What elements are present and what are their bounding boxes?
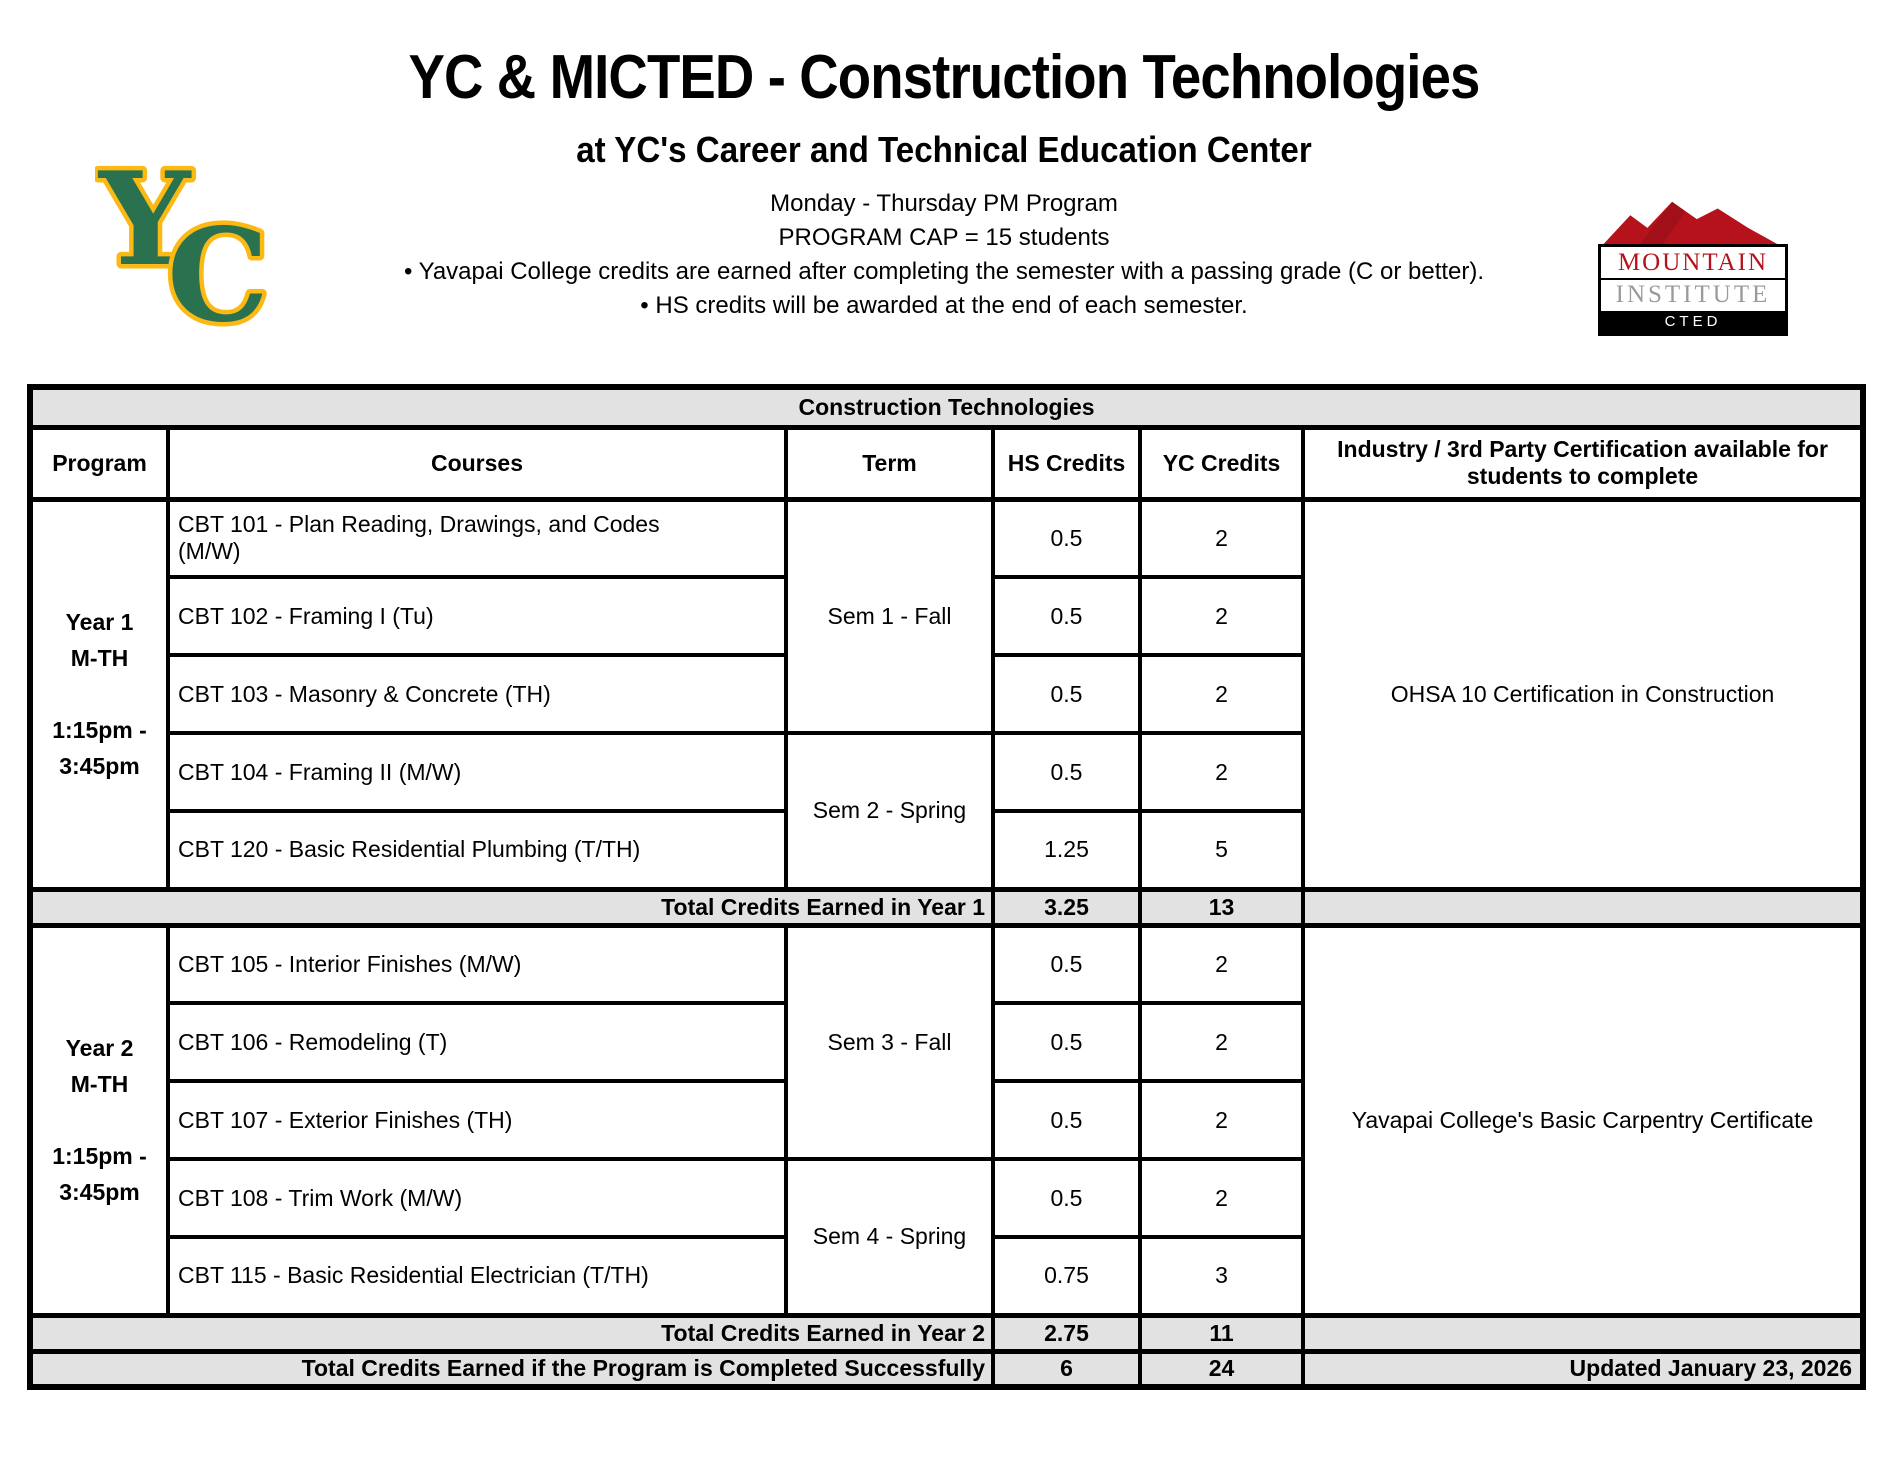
course-cell: CBT 105 - Interior Finishes (M/W) — [168, 925, 786, 1003]
program-cap-line: PROGRAM CAP = 15 students — [778, 224, 1110, 251]
yc-logo-letter-c: C — [167, 201, 269, 328]
mountain-institute-name-bottom: INSTITUTE — [1615, 281, 1771, 308]
mountain-icon — [1598, 196, 1788, 250]
updated-date: Updated January 23, 2026 — [1303, 1351, 1863, 1387]
yc-credits-cell: 2 — [1140, 1003, 1303, 1081]
yc-credits-cell: 2 — [1140, 925, 1303, 1003]
year2-time-end: 3:45pm — [59, 1179, 140, 1205]
course-cell: CBT 106 - Remodeling (T) — [168, 1003, 786, 1081]
course-cell: CBT 120 - Basic Residential Plumbing (T/TH) — [168, 811, 786, 889]
year1-total-spacer-cell — [1303, 889, 1863, 925]
page-subtitle: at YC's Career and Technical Education Center — [576, 129, 1312, 170]
year2-time-start: 1:15pm - — [52, 1143, 147, 1169]
yc-credits-cell: 2 — [1140, 1081, 1303, 1159]
yc-credits-cell: 3 — [1140, 1237, 1303, 1315]
course-cell: CBT 103 - Masonry & Concrete (TH) — [168, 655, 786, 733]
year2-total-spacer-cell — [1303, 1315, 1863, 1351]
year2-total-hs-credits: 2.75 — [993, 1315, 1140, 1351]
year2-total-label: Total Credits Earned in Year 2 — [30, 1315, 993, 1351]
hs-credits-cell: 0.5 — [993, 1003, 1140, 1081]
column-header-certification: Industry / 3rd Party Certification available for students to complete — [1303, 427, 1863, 499]
schedule-line: Monday - Thursday PM Program — [770, 190, 1118, 217]
term-cell: Sem 3 - Fall — [786, 925, 993, 1159]
yc-credits-cell: 5 — [1140, 811, 1303, 889]
course-cell: CBT 108 - Trim Work (M/W) — [168, 1159, 786, 1237]
hs-credits-cell: 1.25 — [993, 811, 1140, 889]
yc-credits-cell: 2 — [1140, 577, 1303, 655]
yc-credits-cell: 2 — [1140, 499, 1303, 577]
course-cell: CBT 104 - Framing II (M/W) — [168, 733, 786, 811]
year1-program-cell — [30, 499, 168, 889]
yc-credits-cell: 2 — [1140, 655, 1303, 733]
grand-total-hs-credits: 6 — [993, 1351, 1140, 1387]
column-header-hs-credits: HS Credits — [993, 427, 1140, 499]
hs-credits-cell: 0.75 — [993, 1237, 1140, 1315]
year1-time-end: 3:45pm — [59, 753, 140, 779]
hs-credits-cell: 0.5 — [993, 577, 1140, 655]
hs-credits-cell: 0.5 — [993, 1081, 1140, 1159]
construction-technologies-table — [27, 384, 1866, 1390]
mountain-institute-cted-bar: CTED — [1601, 311, 1785, 333]
mountain-institute-cted-logo — [1598, 196, 1788, 336]
table-title: Construction Technologies — [30, 387, 1863, 427]
term-cell: Sem 4 - Spring — [786, 1159, 993, 1315]
yc-college-logo-icon — [95, 158, 295, 328]
grand-total-label: Total Credits Earned if the Program is Completed Successfully — [30, 1351, 993, 1387]
yc-logo-letter-y: Y — [99, 158, 191, 295]
course-cell: CBT 115 - Basic Residential Electrician (T/TH) — [168, 1237, 786, 1315]
course-cell: CBT 107 - Exterior Finishes (TH) — [168, 1081, 786, 1159]
yc-credits-cell: 2 — [1140, 1159, 1303, 1237]
college-credit-note: • Yavapai College credits are earned after completing the semester with a passing grade (C or better). — [403, 258, 1485, 285]
hs-credits-cell: 0.5 — [993, 733, 1140, 811]
year1-time-start: 1:15pm - — [52, 717, 147, 743]
year1-certification-cell: OHSA 10 Certification in Construction — [1303, 499, 1863, 889]
grand-total-yc-credits: 24 — [1140, 1351, 1303, 1387]
year1-label: Year 1 — [65, 609, 134, 635]
yc-credits-cell: 2 — [1140, 733, 1303, 811]
column-header-term: Term — [786, 427, 993, 499]
column-header-courses: Courses — [168, 427, 786, 499]
year2-days: M-TH — [70, 1071, 129, 1097]
term-cell: Sem 1 - Fall — [786, 499, 993, 733]
year1-total-hs-credits: 3.25 — [993, 889, 1140, 925]
year2-program-cell — [30, 925, 168, 1315]
table-row — [30, 499, 1863, 577]
year2-certification-cell: Yavapai College's Basic Carpentry Certificate — [1303, 925, 1863, 1315]
column-header-program: Program — [30, 427, 168, 499]
mountain-institute-text-box — [1598, 244, 1788, 336]
year2-label: Year 2 — [65, 1035, 134, 1061]
grand-total-row — [30, 1351, 1863, 1387]
year1-days: M-TH — [70, 645, 129, 671]
year1-total-yc-credits: 13 — [1140, 889, 1303, 925]
hs-credits-cell: 0.5 — [993, 499, 1140, 577]
hs-credits-cell: 0.5 — [993, 925, 1140, 1003]
mountain-institute-name-top: MOUNTAIN — [1601, 247, 1785, 280]
course-cell: CBT 101 - Plan Reading, Drawings, and Codes (M/W) — [168, 499, 786, 577]
hs-credits-cell: 0.5 — [993, 655, 1140, 733]
year2-total-yc-credits: 11 — [1140, 1315, 1303, 1351]
course-cell: CBT 102 - Framing I (Tu) — [168, 577, 786, 655]
year1-total-row — [30, 889, 1863, 925]
hs-credit-note: • HS credits will be awarded at the end of each semester. — [640, 292, 1248, 319]
year2-total-row — [30, 1315, 1863, 1351]
page-title: YC & MICTED - Construction Technologies — [408, 43, 1480, 112]
table-row — [30, 925, 1863, 1003]
hs-credits-cell: 0.5 — [993, 1159, 1140, 1237]
term-cell: Sem 2 - Spring — [786, 733, 993, 889]
column-header-yc-credits: YC Credits — [1140, 427, 1303, 499]
year1-total-label: Total Credits Earned in Year 1 — [30, 889, 993, 925]
